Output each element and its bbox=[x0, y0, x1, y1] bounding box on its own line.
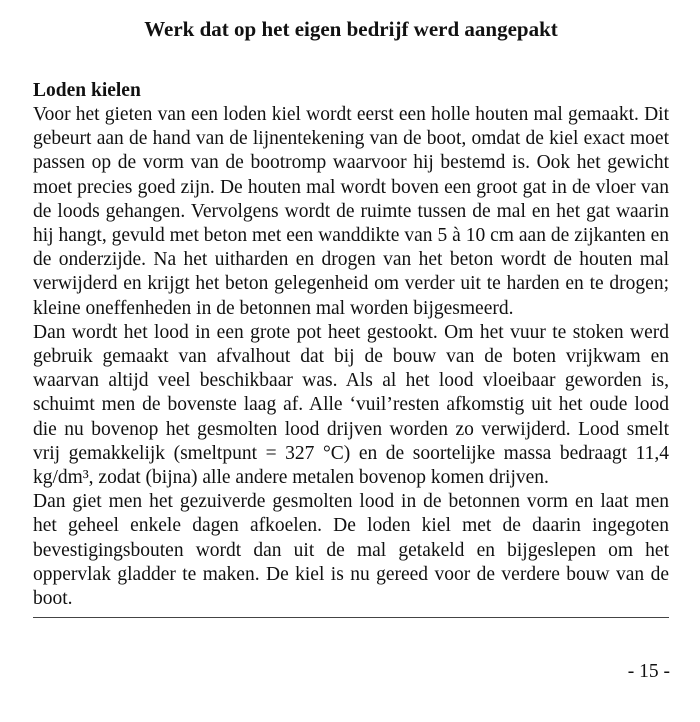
paragraph-casting: Dan giet men het gezuiverde gesmolten lood in de betonnen vorm en laat men het geheel enkele dagen afkoelen. De loden kiel met de daarin ingegoten bevestigingsbouten wordt dan uit de mal getakeld en bijgeslepen om het oppervlak gladder te maken. De kiel is nu gereed voor de verdere bouw van de boot. bbox=[33, 491, 669, 610]
paragraph-melting: Dan wordt het lood in een grote pot heet gestookt. Om het vuur te stoken werd gebruik gemaakt van afvalhout dat bij de bouw van de boten vrijkwam en waarvan altijd veel beschikbaar was. Als al het lood vloeibaar geworden is, schuimt men de bovenste laag af. Alle ‘vuil’resten afkomstig uit het oude lood die nu bovenop het gesmolten lood drijven worden zo verwijderd. Lood smelt vrij gemakkelijk (smeltpunt = 327 °C) en de soortelijke massa bedraagt 11,4 kg/dm³, zodat (bijna) alle andere metalen bovenop komen drijven. bbox=[33, 321, 669, 489]
chapter-title: Werk dat op het eigen bedrijf werd aangepakt bbox=[144, 17, 558, 41]
section-heading: Loden kielen bbox=[33, 80, 141, 101]
document-page bbox=[33, 14, 669, 618]
footer-divider bbox=[33, 617, 669, 618]
paragraph-mold: Voor het gieten van een loden kiel wordt eerst een holle houten mal gemaakt. Dit gebeurt aan de hand van de lijnentekening van de boot, omdat de kiel exact moet passen op de vorm van de bootromp waarvoor hij bestemd is. Ook het gewicht moet precies goed zijn. De houten mal wordt boven een groot gat in de vloer van de loods gehangen. Vervolgens wordt de ruimte tussen de mal en het gat waarin hij hangt, gevuld met beton met een wanddikte van 5 à 10 cm aan de zijkanten en de onderzijde. Na het uitharden en drogen van het beton wordt de houten mal verwijderd en krijgt het beton gelegenheid om verder uit te harden en te drogen; kleine oneffenheden in de betonnen mal worden bijgesmeerd. bbox=[33, 104, 669, 319]
page-number: - 15 - bbox=[627, 661, 670, 682]
